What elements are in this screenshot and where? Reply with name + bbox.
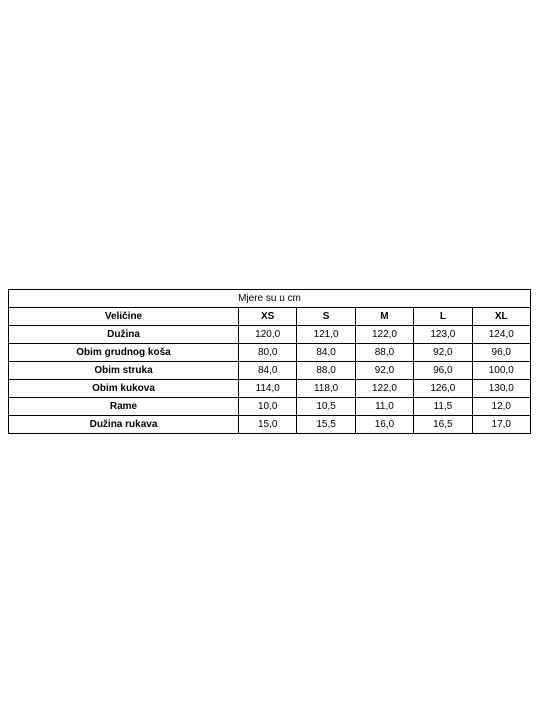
value-cell: 96,0 bbox=[414, 362, 472, 380]
value-cell: 130,0 bbox=[472, 380, 530, 398]
value-cell: 92,0 bbox=[355, 362, 413, 380]
row-label: Dužina bbox=[9, 326, 239, 344]
value-cell: 17,0 bbox=[472, 416, 530, 434]
value-cell: 84,0 bbox=[239, 362, 297, 380]
value-cell: 11,0 bbox=[355, 398, 413, 416]
corner-label: Veličine bbox=[9, 308, 239, 326]
value-cell: 92,0 bbox=[414, 344, 472, 362]
table-caption: Mjere su u cm bbox=[9, 290, 531, 308]
size-header-s: S bbox=[297, 308, 355, 326]
table-row bbox=[9, 344, 531, 362]
row-label: Obim grudnog koša bbox=[9, 344, 239, 362]
value-cell: 15,0 bbox=[239, 416, 297, 434]
caption-row bbox=[9, 290, 531, 308]
value-cell: 12,0 bbox=[472, 398, 530, 416]
value-cell: 16,5 bbox=[414, 416, 472, 434]
value-cell: 114,0 bbox=[239, 380, 297, 398]
size-header-l: L bbox=[414, 308, 472, 326]
row-label: Obim struka bbox=[9, 362, 239, 380]
size-header-m: M bbox=[355, 308, 413, 326]
value-cell: 123,0 bbox=[414, 326, 472, 344]
value-cell: 100,0 bbox=[472, 362, 530, 380]
value-cell: 11,5 bbox=[414, 398, 472, 416]
value-cell: 96,0 bbox=[472, 344, 530, 362]
table-row bbox=[9, 362, 531, 380]
value-cell: 10,0 bbox=[239, 398, 297, 416]
row-label: Obim kukova bbox=[9, 380, 239, 398]
value-cell: 16,0 bbox=[355, 416, 413, 434]
size-chart-table bbox=[8, 289, 531, 434]
value-cell: 88,0 bbox=[297, 362, 355, 380]
table-row bbox=[9, 416, 531, 434]
value-cell: 120,0 bbox=[239, 326, 297, 344]
value-cell: 84,0 bbox=[297, 344, 355, 362]
value-cell: 15,5 bbox=[297, 416, 355, 434]
value-cell: 124,0 bbox=[472, 326, 530, 344]
value-cell: 118,0 bbox=[297, 380, 355, 398]
size-header-xs: XS bbox=[239, 308, 297, 326]
header-row bbox=[9, 308, 531, 326]
value-cell: 126,0 bbox=[414, 380, 472, 398]
value-cell: 122,0 bbox=[355, 326, 413, 344]
size-header-xl: XL bbox=[472, 308, 530, 326]
value-cell: 121,0 bbox=[297, 326, 355, 344]
table-row bbox=[9, 326, 531, 344]
row-label: Dužina rukava bbox=[9, 416, 239, 434]
value-cell: 80,0 bbox=[239, 344, 297, 362]
value-cell: 10,5 bbox=[297, 398, 355, 416]
table-row bbox=[9, 398, 531, 416]
row-label: Rame bbox=[9, 398, 239, 416]
value-cell: 88,0 bbox=[355, 344, 413, 362]
value-cell: 122,0 bbox=[355, 380, 413, 398]
table-row bbox=[9, 380, 531, 398]
